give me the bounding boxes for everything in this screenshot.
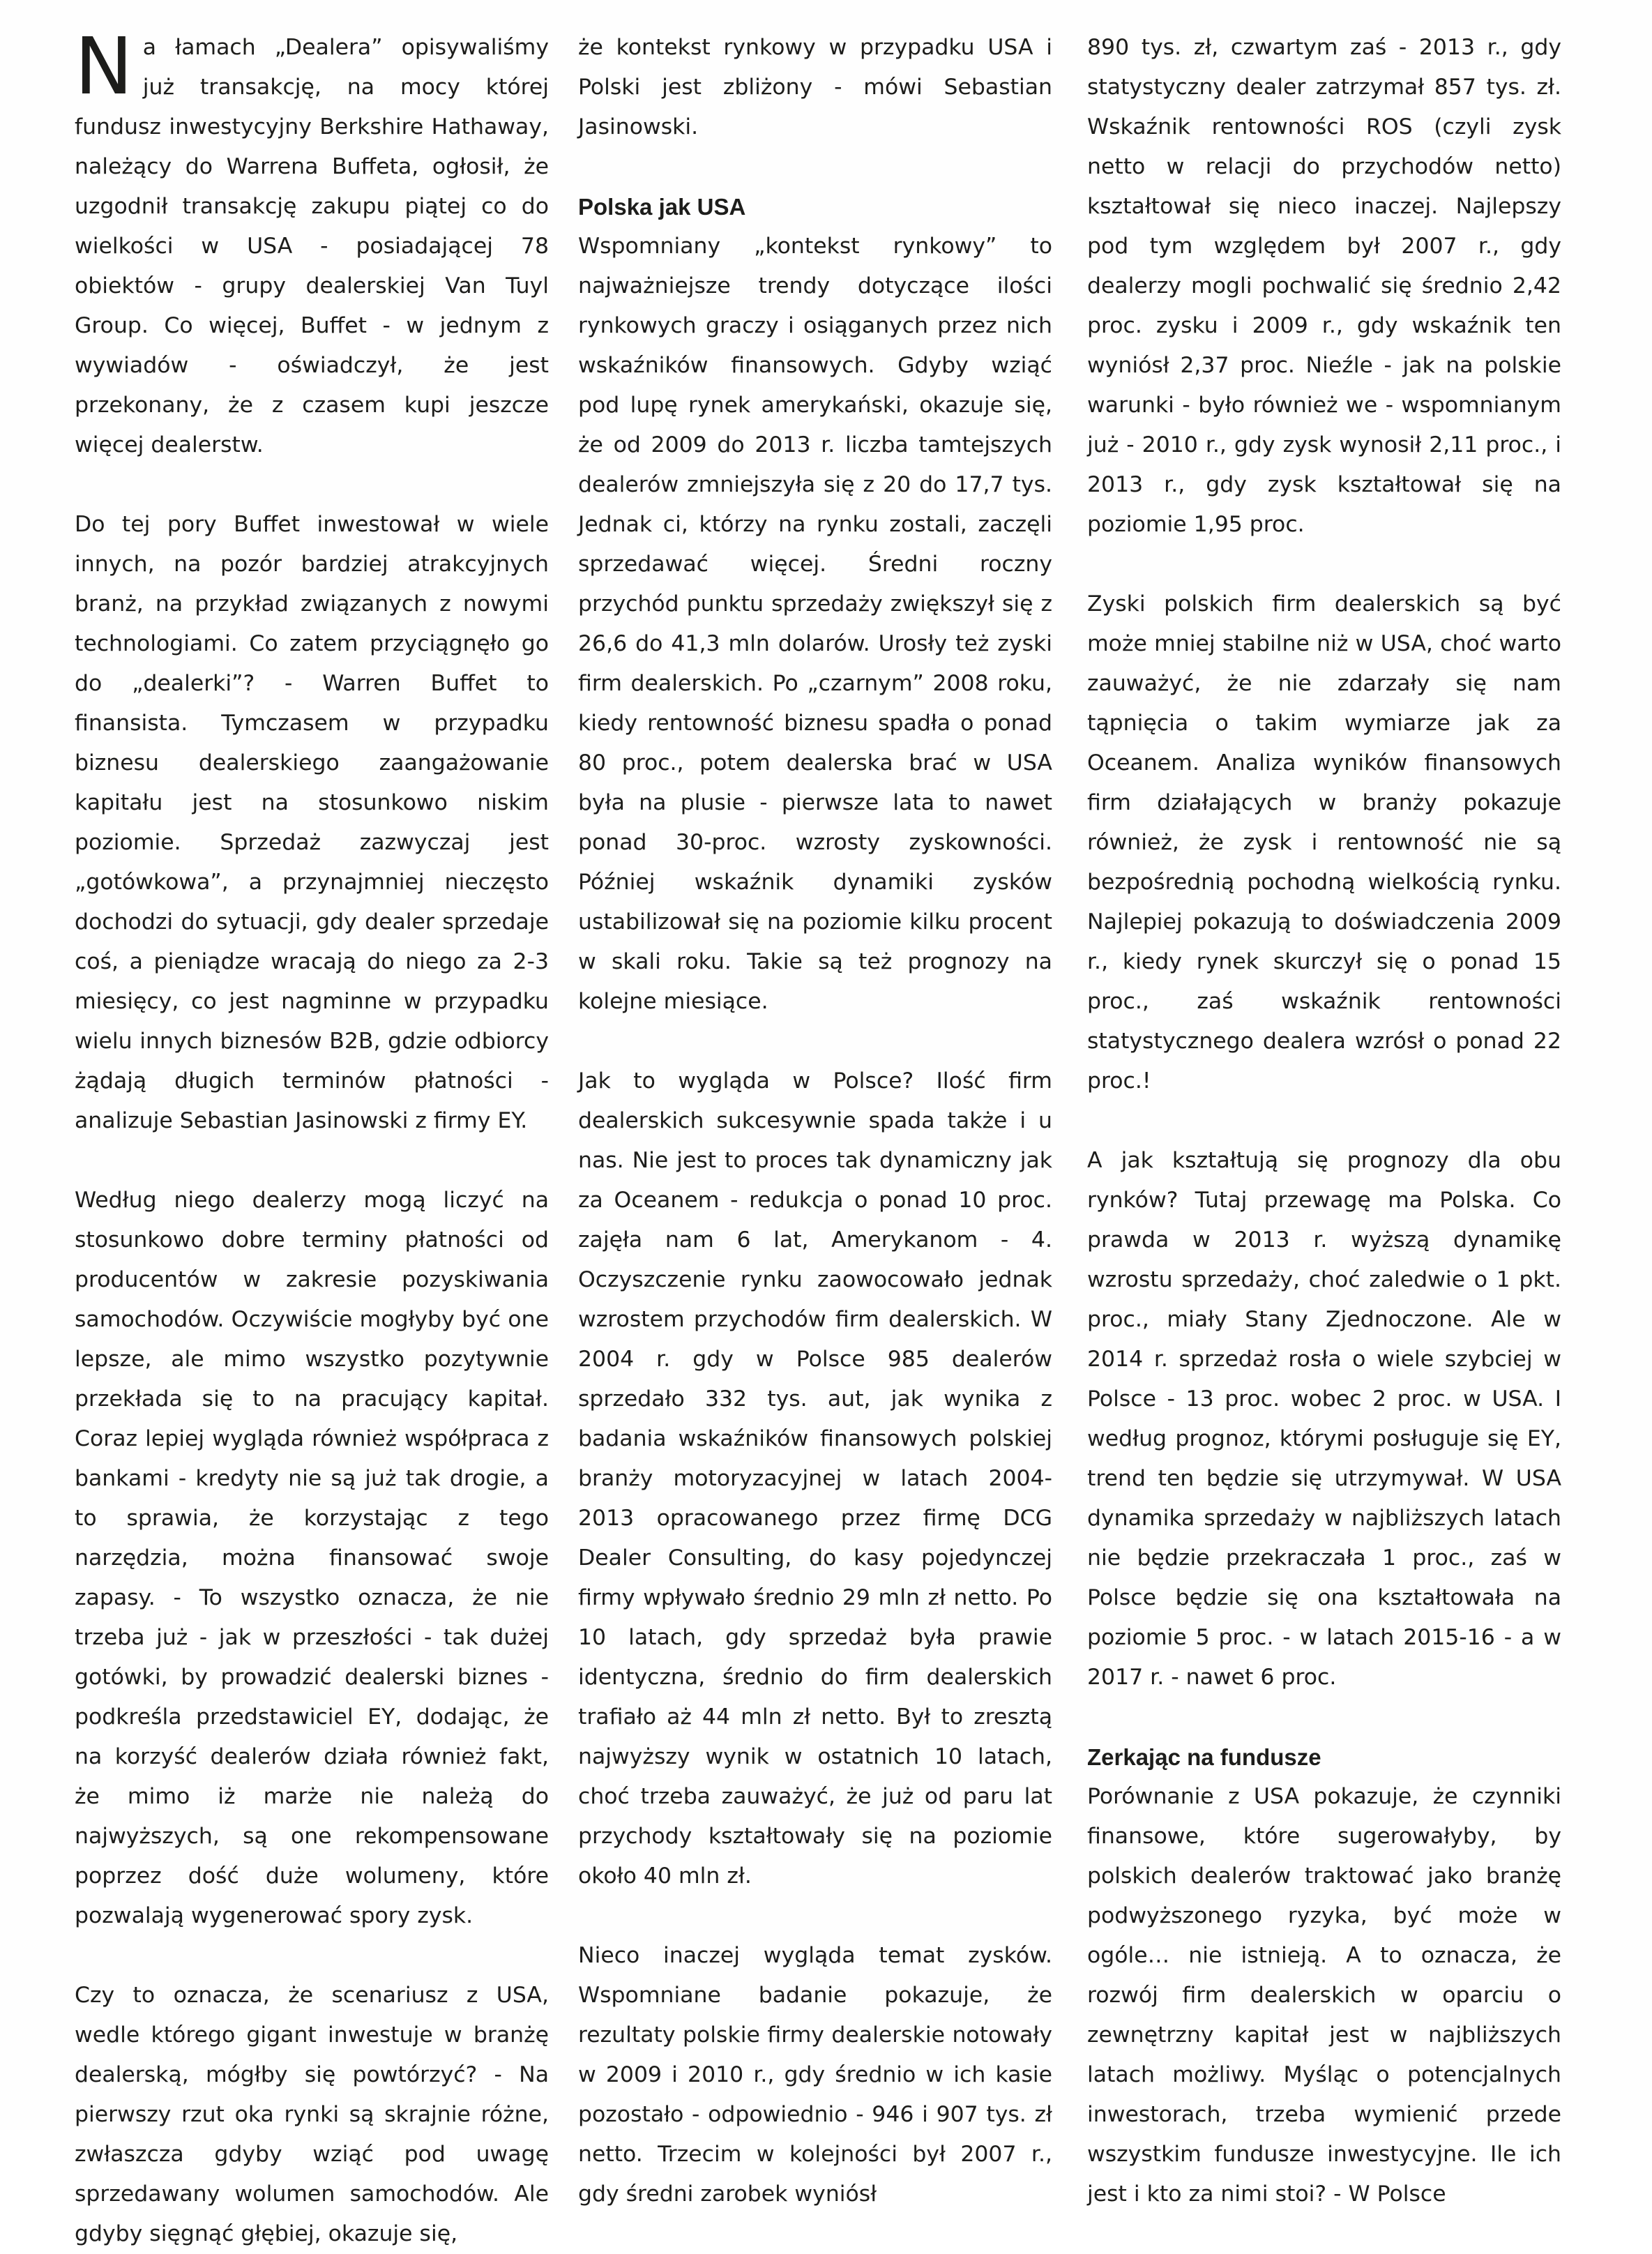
paragraph: Porównanie z USA pokazuje, że czynniki finansowe, które sugerowałyby, by polskich dealerów traktować jako branżę podwyższonego ryzyka, być może w ogóle… nie istnieją. A to oznacza, że rozwój firm dealerskich w oparciu o zewnętrzny kapitał jest w najbliższych latach możliwy. Myśląc o potencjalnych inwestorach, trzeba wymienić przede wszystkim fundusze inwestycyjne. Ile ich jest i kto za nimi stoi? - W Polsce (1087, 1784, 1561, 2207)
paragraph-intro (75, 22, 549, 465)
paragraph: Zyski polskich firm dealerskich są być może mniej stabilne niż w USA, choć warto zauważyć, że nie zdarzały się nam tąpnięcia o takim wymiarze jak za Oceanem. Analiza wyników finansowych firm działających w branży pokazuje również, że zysk i rentowność nie są bezpośrednią pochodną wielkością rynku. Najlepiej pokazują to doświadczenia 2009 r., kiedy rynek skurczył się o ponad 15 proc., zaś wskaźnik rentowności statystycznego dealera wzrósł o ponad 22 proc.! (1087, 591, 1561, 1094)
section-heading: Polska jak USA (578, 194, 746, 220)
intro-text: a łamach „Dealera” opisywaliśmy już transakcję, na mocy której fundusz inwestycyjny Berkshire Hathaway, należący do Warrena Buffeta, ogłosił, że uzgodnił transakcję zakupu piątej co do wielkości w USA - posiadającej 78 obiektów - grupy dealerskiej Van Tuyl Group. Co więcej, Buffet - w jednym z wywiadów - oświadczył, że jest przekonany, że z czasem kupi jeszcze więcej dealerstw. (75, 35, 549, 457)
paragraph: Czy to oznacza, że scenariusz z USA, wedle którego gigant inwestuje w branżę dealerską, mógłby się powtórzyć? - Na pierwszy rzut oka rynki są skrajnie różne, zwłaszcza gdyby wziąć pod uwagę sprzedawany wolumen samochodów. Ale gdyby sięgnąć głębiej, okazuje się, (75, 1983, 549, 2246)
column-2 (578, 28, 1052, 2207)
column-1 (75, 22, 549, 2246)
paragraph: Według niego dealerzy mogą liczyć na stosunkowo dobre terminy płatności od producentów w zakresie pozyskiwania samochodów. Oczywiście mogłyby być one lepsze, ale mimo wszystko pozytywnie przekłada się to na pracujący kapitał. Coraz lepiej wygląda również współpraca z bankami - kredyty nie są już tak drogie, a to sprawia, że korzystając z tego narzędzia, można finansować swoje zapasy. - To wszystko oznacza, że nie trzeba już - jak w przeszłości - tak dużej gotówki, by prowadzić dealerski biznes - podkreśla przedstawiciel EY, dodając, że na korzyść dealerów działa również fakt, że mimo iż marże nie należą do najwyższych, są one rekompensowane poprzez dość duże wolumeny, które pozwalają wygenerować spory zysk. (75, 1188, 549, 1928)
drop-cap: N (75, 22, 133, 112)
paragraph: Do tej pory Buffet inwestował w wiele innych, na pozór bardziej atrakcyjnych branż, na przykład związanych z nowymi technologiami. Co zatem przyciągnęło go do „dealerki”? - Warren Buffet to finansista. Tymczasem w przypadku biznesu dealerskiego zaangażowanie kapitału jest na stosunkowo niskim poziomie. Sprzedaż zazwyczaj jest „gotówkowa”, a przynajmniej nieczęsto dochodzi do sytuacji, gdy dealer sprzedaje coś, a pieniądze wracają do niego za 2-3 miesięcy, co jest nagminne w przypadku wielu innych biznesów B2B, gdzie odbiorcy żądają długich terminów płatności - analizuje Sebastian Jasinowski z firmy EY. (75, 512, 549, 1133)
paragraph: Jak to wygląda w Polsce? Ilość firm dealerskich sukcesywnie spada także i u nas. Nie jest to proces tak dynamiczny jak za Oceanem - redukcja o ponad 10 proc. zajęła nam 6 lat, Amerykanom - 4. Oczyszczenie rynku zaowocowało jednak wzrostem przychodów firm dealerskich. W 2004 r. gdy w Polsce 985 dealerów sprzedało 332 tys. aut, jak wynika z badania wskaźników finansowych polskiej branży motoryzacyjnej w latach 2004-2013 opracowanego przez firmę DCG Dealer Consulting, do kasy pojedynczej firmy wpływało średnio 29 mln zł netto. Po 10 latach, gdy sprzedaż była prawie identyczna, średnio do firm dealerskich trafiało aż 44 mln zł netto. Był to zresztą najwyższy wynik w ostatnich 10 latach, choć trzeba zauważyć, że już od paru lat przychody kształtowały się na poziomie około 40 mln zł. (578, 1068, 1052, 1889)
paragraph: że kontekst rynkowy w przypadku USA i Polski jest zbliżony - mówi Sebastian Jasinowski. (578, 35, 1052, 139)
paragraph: A jak kształtują się prognozy dla obu rynków? Tutaj przewagę ma Polska. Co prawda w 2013 r. wyższą dynamikę wzrostu sprzedaży, choć zaledwie o 1 pkt. proc., miały Stany Zjednoczone. Ale w 2014 r. sprzedaż rosła o wiele szybciej w Polsce - 13 proc. wobec 2 proc. w USA. I według prognoz, którymi posługuje się EY, trend ten będzie się utrzymywał. W USA dynamika sprzedaży w najbliższych latach nie będzie przekraczała 1 proc., zaś w Polsce będzie się ona kształtowała na poziomie 5 proc. - w latach 2015-16 - a w 2017 r. - nawet 6 proc. (1087, 1148, 1561, 1690)
section-heading: Zerkając na fundusze (1087, 1744, 1321, 1770)
column-3 (1087, 28, 1561, 2207)
paragraph: Nieco inaczej wygląda temat zysków. Wspomniane badanie pokazuje, że rezultaty polskie firmy dealerskie notowały w 2009 i 2010 r., gdy średnio w ich kasie pozostało - odpowiednio - 946 i 907 tys. zł netto. Trzecim w kolejności był 2007 r., gdy średni zarobek wyniósł (578, 1943, 1052, 2207)
paragraph: 890 tys. zł, czwartym zaś - 2013 r., gdy statystyczny dealer zatrzymał 857 tys. zł. Wskaźnik rentowności ROS (czyli zysk netto w relacji do przychodów netto) kształtował się nieco inaczej. Najlepszy pod tym względem był 2007 r., gdy dealerzy mogli pochwalić się średnio 2,42 proc. zysku i 2009 r., gdy wskaźnik ten wyniósł 2,37 proc. Nieźle - jak na polskie warunki - było również we - wspomnianym już - 2010 r., gdy zysk wynosił 2,11 proc., i 2013 r., gdy zysk kształtował się na poziomie 1,95 proc. (1087, 35, 1561, 537)
paragraph: Wspomniany „kontekst rynkowy” to najważniejsze trendy dotyczące ilości rynkowych graczy i osiąganych przez nich wskaźników finansowych. Gdyby wziąć pod lupę rynek amerykański, okazuje się, że od 2009 do 2013 r. liczba tamtejszych dealerów zmniejszyła się z 20 do 17,7 tys. Jednak ci, którzy na rynku zostali, zaczęli sprzedawać więcej. Średni roczny przychód punktu sprzedaży zwiększył się z 26,6 do 41,3 mln dolarów. Urosły też zyski firm dealerskich. Po „czarnym” 2008 roku, kiedy rentowność biznesu spadła o ponad 80 proc., potem dealerska brać w USA była na plusie - pierwsze lata to nawet ponad 30-proc. wzrosty zyskowności. Później wskaźnik dynamiki zysków ustabilizował się na poziomie kilku procent w skali roku. Takie są też prognozy na kolejne miesiące. (578, 234, 1052, 1014)
